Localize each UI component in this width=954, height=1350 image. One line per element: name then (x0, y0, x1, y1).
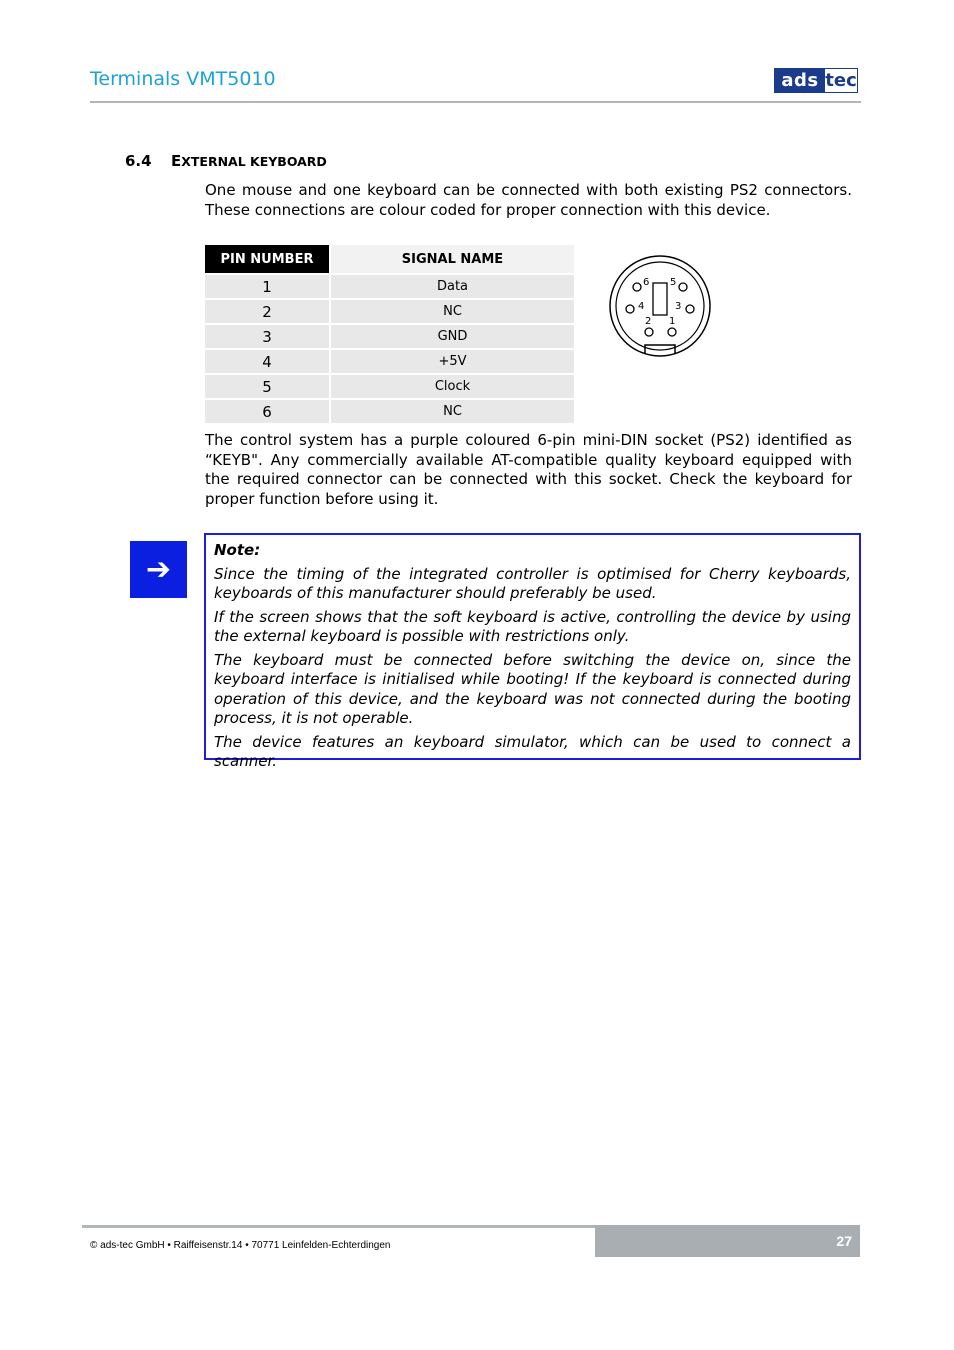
footer-divider (82, 1225, 595, 1228)
pin-6 (633, 283, 641, 291)
ps2-connector-diagram (608, 254, 712, 358)
description-paragraph: The control system has a purple coloured 6-pin mini-DIN socket (PS2) identified as “KEYB". Any commercially available AT-compatible quality keyboard equipped with the required connector can be connected with this socket. Check the keyboard for proper function before using it. (205, 431, 852, 508)
section-title-rest: XTERNAL KEYBOARD (181, 154, 327, 169)
section-number: 6.4 (125, 152, 152, 170)
table-header-row (205, 245, 574, 274)
pin-label-3: 3 (675, 301, 682, 312)
logo-right: tec (825, 70, 857, 91)
connector-outer-ring (610, 256, 710, 356)
arrow-right-icon: ➔ (130, 541, 187, 598)
header-signal-name: SIGNAL NAME (330, 245, 574, 274)
signal-cell: +5V (330, 349, 574, 374)
note-paragraph: If the screen shows that the soft keyboard is active, controlling the device by using the external keyboard is possible with restrictions only. (214, 607, 851, 645)
signal-cell: NC (330, 399, 574, 423)
note-title: Note: (214, 541, 261, 559)
pin-label-1: 1 (669, 316, 676, 327)
section-heading (125, 152, 327, 170)
signal-cell: NC (330, 299, 574, 324)
pin-label-6: 6 (643, 277, 650, 288)
table-row (205, 299, 574, 324)
signal-cell: Clock (330, 374, 574, 399)
pin-5 (679, 283, 687, 291)
table-row (205, 349, 574, 374)
note-paragraph: Since the timing of the integrated controller is optimised for Cherry keyboards, keyboards of this manufacturer should preferably be used. (214, 564, 851, 602)
pin-label-4: 4 (638, 301, 645, 312)
pin-1 (668, 328, 676, 336)
pin-table (205, 245, 574, 423)
table-row (205, 399, 574, 423)
intro-paragraph: One mouse and one keyboard can be connected with both existing PS2 connectors. These connections are colour coded for proper connection with this device. (205, 181, 852, 219)
pin-4 (626, 305, 634, 313)
document-title: Terminals VMT5010 (90, 68, 276, 90)
note-paragraph: The device features an keyboard simulator, which can be used to connect a scanner. (214, 732, 851, 770)
note-paragraph: The keyboard must be connected before switching the device on, since the keyboard interface is initialised while booting! If the keyboard is connected during operation of this device, and the keyboard was not connected during the booting process, it is not operable. (214, 650, 851, 727)
pin-cell: 1 (205, 274, 330, 299)
table-row (205, 274, 574, 299)
footer-address: © ads-tec GmbH • Raiffeisenstr.14 • 70771 Leinfelden-Echterdingen (90, 1240, 391, 1251)
note-box (204, 533, 861, 770)
footer-page-block (595, 1225, 860, 1257)
table-row (205, 374, 574, 399)
logo-left: ads (775, 69, 825, 92)
pin-label-2: 2 (645, 316, 652, 327)
ads-tec-logo (774, 68, 858, 93)
table-row (205, 324, 574, 349)
pin-cell: 2 (205, 299, 330, 324)
section-title-initial: E (171, 152, 182, 170)
pin-3 (686, 305, 694, 313)
signal-cell: GND (330, 324, 574, 349)
connector-center-key (653, 283, 667, 315)
header-divider (90, 101, 861, 103)
header-pin-number: PIN NUMBER (205, 245, 330, 274)
connector-inner-ring (616, 262, 704, 350)
pin-2 (645, 328, 653, 336)
pin-label-5: 5 (670, 277, 677, 288)
pin-cell: 3 (205, 324, 330, 349)
signal-cell: Data (330, 274, 574, 299)
pin-cell: 5 (205, 374, 330, 399)
pin-cell: 4 (205, 349, 330, 374)
page-number: 27 (836, 1233, 852, 1249)
pin-cell: 6 (205, 399, 330, 423)
